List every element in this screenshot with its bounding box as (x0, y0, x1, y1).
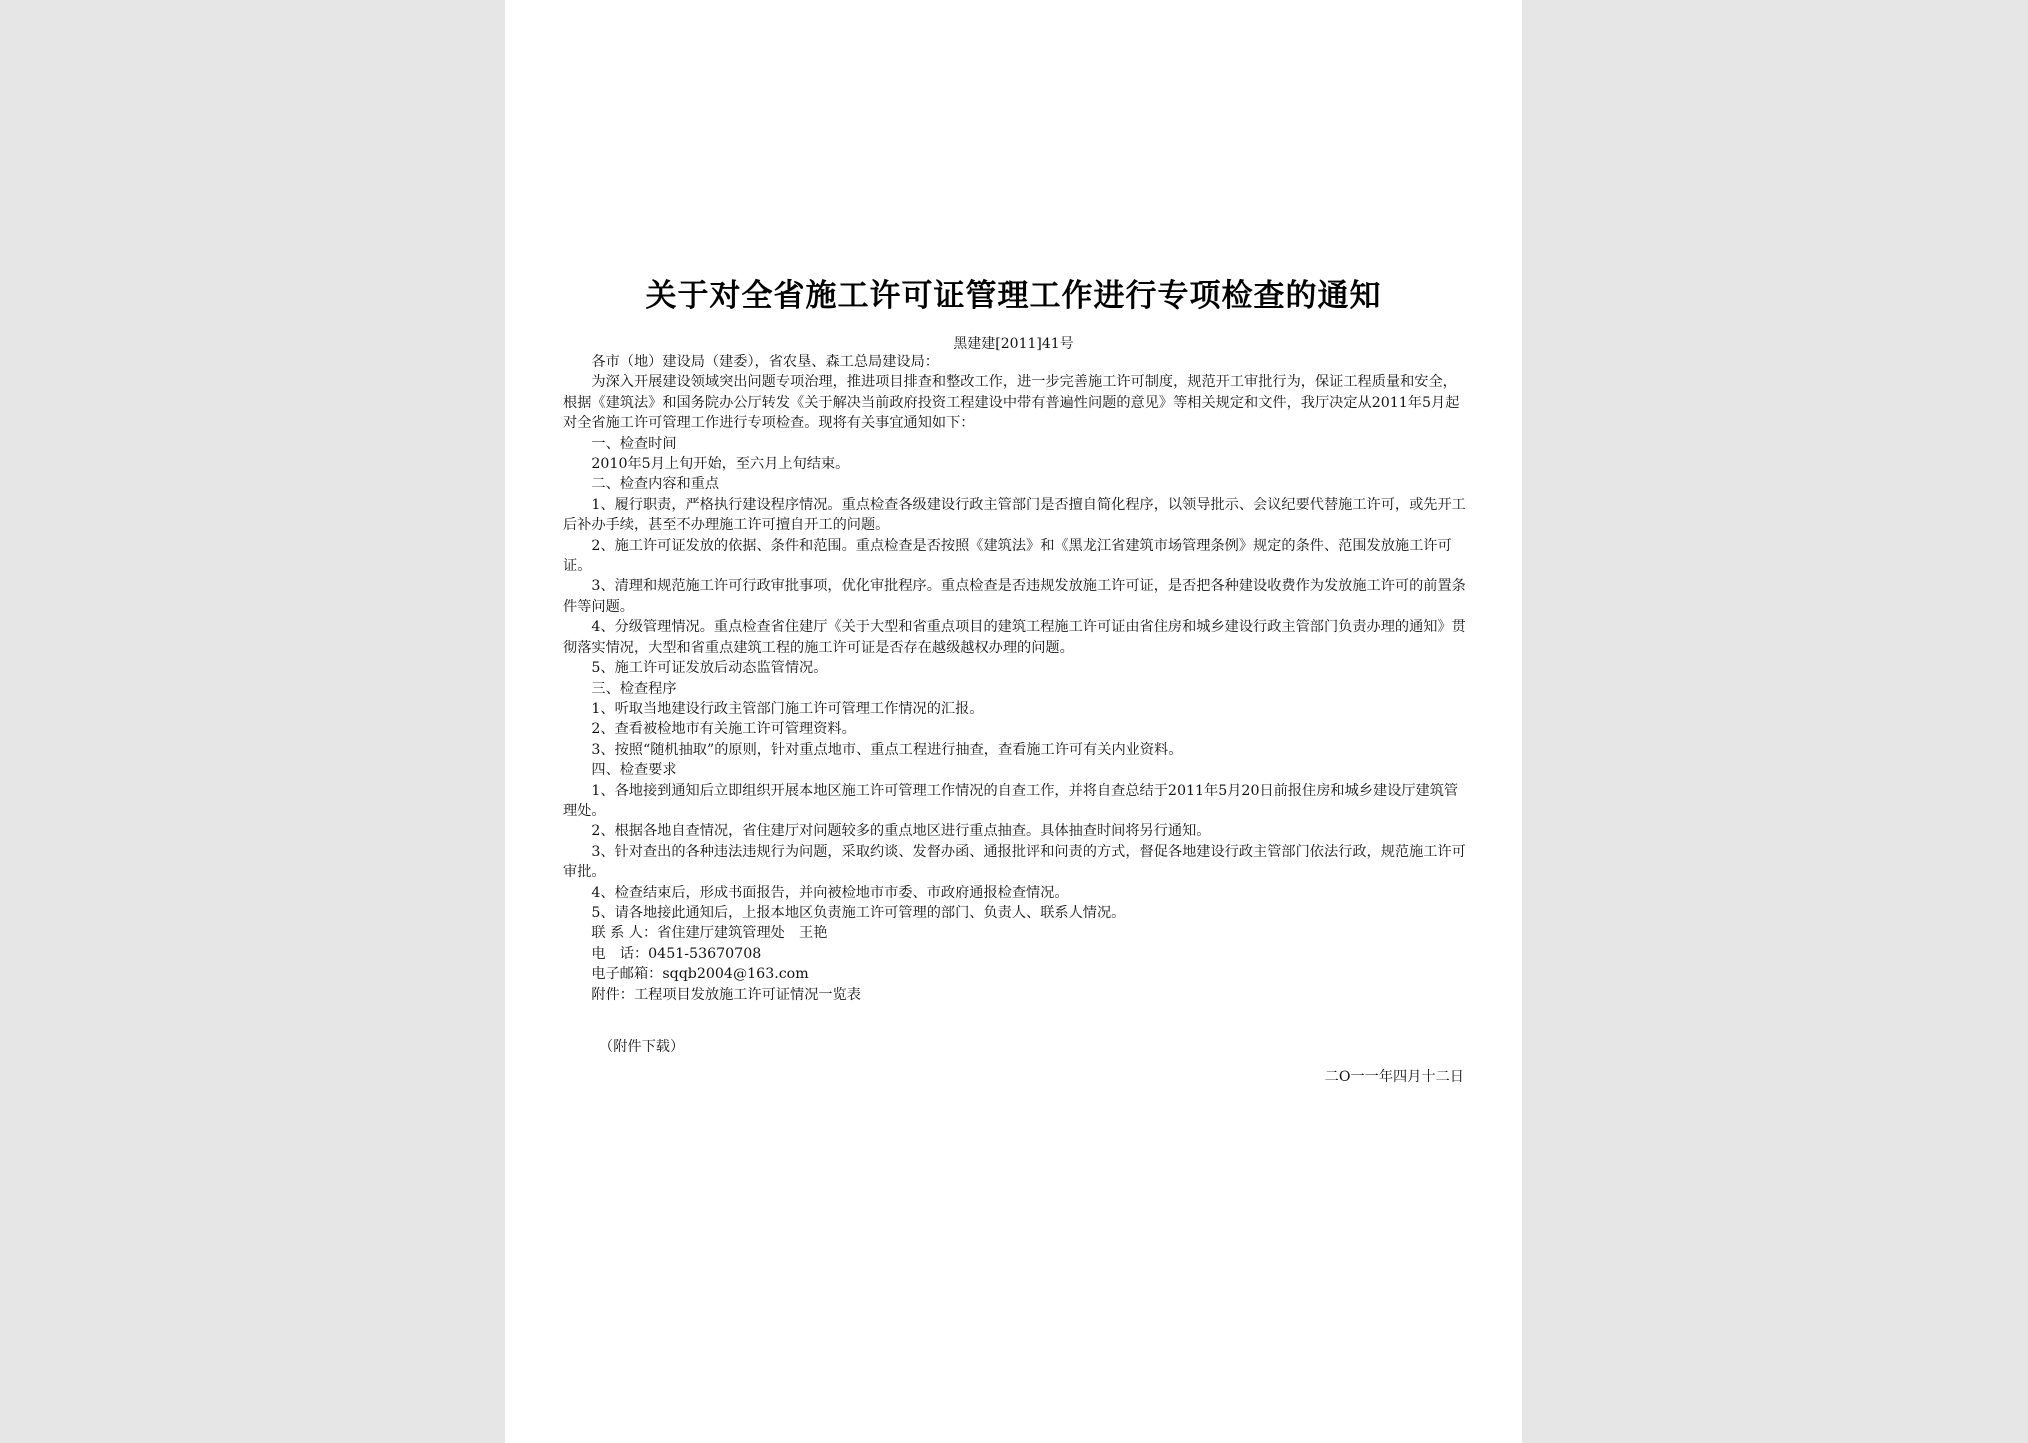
paragraph: 1、各地接到通知后立即组织开展本地区施工许可管理工作情况的自查工作，并将自查总结于2011年5月20日前报住房和城乡建设厅建筑管理处。 (563, 782, 1459, 819)
paragraph: 2、施工许可证发放的依据、条件和范围。重点检查是否按照《建筑法》和《黑龙江省建筑市场管理条例》规定的条件、范围发放施工许可证。 (563, 537, 1452, 575)
paragraph: 4、检查结束后，形成书面报告，并向被检地市市委、市政府通报检查情况。 (591, 884, 1069, 901)
document-page (505, 0, 1522, 1443)
section-heading: 一、检查时间 (591, 435, 677, 452)
document-date: 二O一一年四月十二日 (1324, 1069, 1464, 1085)
paragraph: 3、清理和规范施工许可行政审批事项，优化审批程序。重点检查是否违规发放施工许可证，是否把各种建设收费作为发放施工许可的前置条件等问题。 (563, 578, 1466, 615)
paragraph: 2、查看被检地市有关施工许可管理资料。 (591, 721, 856, 738)
paragraph: 4、分级管理情况。重点检查省住建厅《关于大型和省重点项目的建筑工程施工许可证由省住房和城乡建设行政主管部门负责办理的通知》贯彻落实情况，大型和省重点建筑工程的施工许可证是否存在越级越权办理的问题。 (563, 619, 1466, 656)
contact-person: 联 系 人：省住建厅建筑管理处 王艳 (591, 925, 828, 942)
paragraph: 3、按照“随机抽取”的原则，针对重点地市、重点工程进行抽查，查看施工许可有关内业资料。 (591, 741, 1183, 758)
paragraph: 3、针对查出的各种违法违规行为问题，采取约谈、发督办函、通报批评和问责的方式，督促各地建设行政主管部门依法行政，规范施工许可审批。 (563, 843, 1466, 881)
paragraph: 为深入开展建设领域突出问题专项治理，推进项目排查和整改工作，进一步完善施工许可制度，规范开工审批行为，保证工程质量和安全，根据《建筑法》和国务院办公厅转发《关于解决当前政府投资工程建设中带有普遍性问题的意见》等相关规定和文件，我厅决定从2011年5月起对全省施工许可管理工作进行专项检查。现将有关事宜通知如下： (563, 374, 1460, 432)
section-heading: 三、检查程序 (591, 680, 677, 697)
attachment-download-link[interactable]: （附件下载） (599, 1039, 685, 1055)
paragraph: 5、请各地接此通知后，上报本地区负责施工许可管理的部门、负责人、联系人情况。 (591, 904, 1126, 921)
paragraph: 各市（地）建设局（建委），省农垦、森工总局建设局： (591, 354, 939, 370)
contact-phone: 电 话：0451-53670708 (591, 945, 762, 962)
paragraph: 5、施工许可证发放后动态监管情况。 (591, 660, 828, 677)
section-heading: 二、检查内容和重点 (591, 476, 720, 493)
paragraph: 1、听取当地建设行政主管部门施工许可管理工作情况的汇报。 (591, 700, 984, 717)
attachment-note: 附件：工程项目发放施工许可证情况一览表 (591, 986, 861, 1003)
document-number: 黑建建[2011]41号 (953, 336, 1074, 352)
contact-email: 电子邮箱：sqqb2004@163.com (591, 966, 809, 983)
paragraph: 2010年5月上旬开始，至六月上旬结束。 (591, 456, 850, 473)
section-heading: 四、检查要求 (591, 762, 677, 779)
document-body (563, 352, 1466, 1005)
paragraph: 2、根据各地自查情况，省住建厅对问题较多的重点地区进行重点抽查。具体抽查时间将另行通知。 (591, 823, 1211, 840)
paragraph: 1、履行职责，严格执行建设程序情况。重点检查各级建设行政主管部门是否擅自简化程序，以领导批示、会议纪要代替施工许可，或先开工后补办手续，甚至不办理施工许可擅自开工的问题。 (563, 496, 1466, 534)
document-title: 关于对全省施工许可证管理工作进行专项检查的通知 (645, 278, 1382, 314)
